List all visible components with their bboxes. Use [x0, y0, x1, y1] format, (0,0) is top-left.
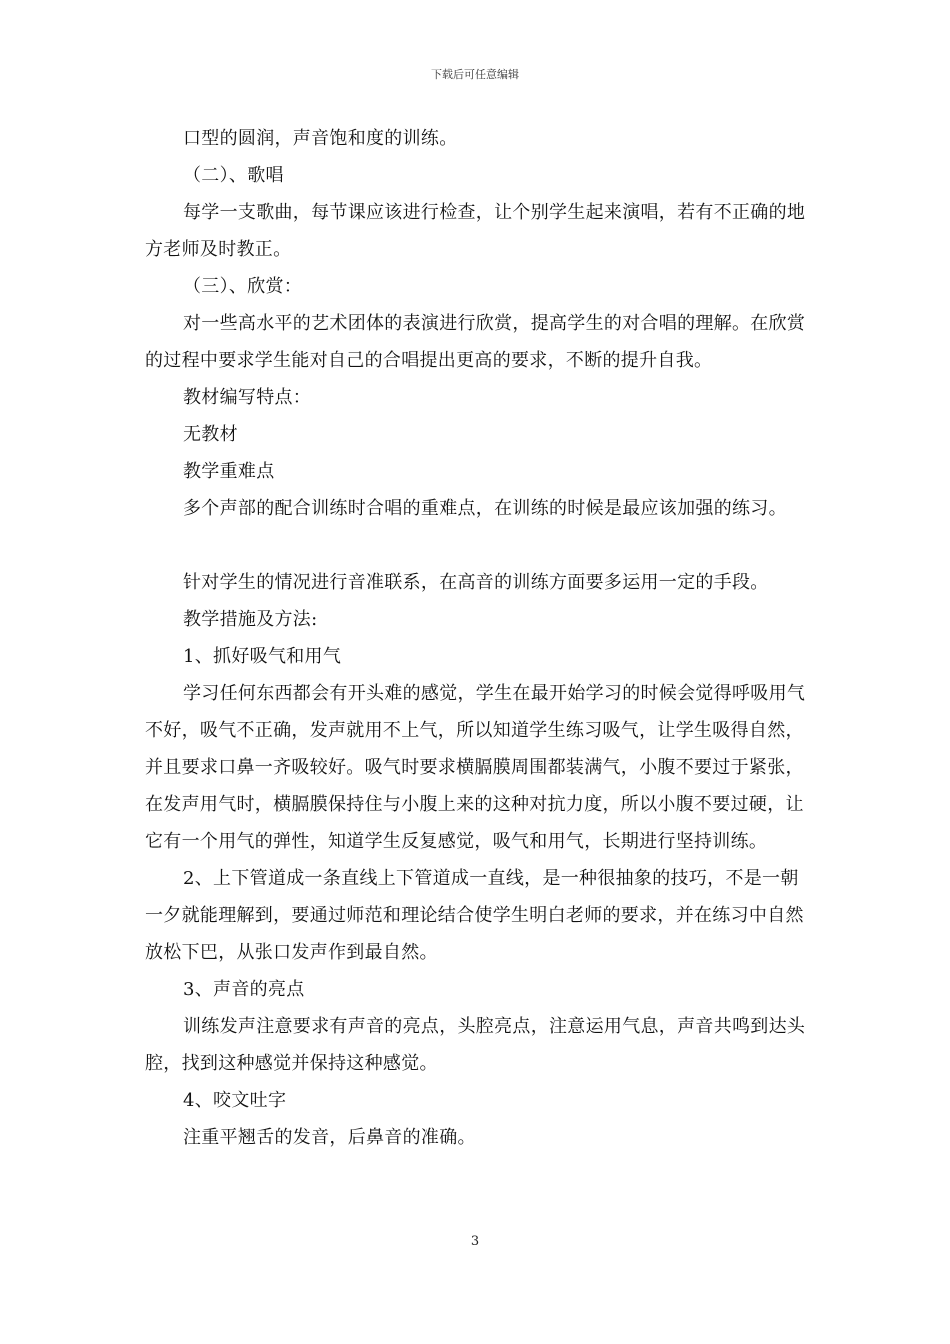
paragraph-key-difficulties: 多个声部的配合训练时合唱的重难点，在训练的时候是最应该加强的练习。 [183, 498, 787, 519]
paragraph-voice-brightness: 训练发声注意要求有声音的亮点，头腔亮点，注意运用气息，声音共鸣到达头腔，找到这种感觉并保持这种感觉。 [145, 1016, 806, 1074]
heading-articulation: 4、咬文吐字 [183, 1090, 287, 1111]
paragraph-intonation: 针对学生的情况进行音准联系，在高音的训练方面要多运用一定的手段。 [183, 572, 769, 593]
paragraph-mouth-shape: 口型的圆润，声音饱和度的训练。 [183, 128, 458, 149]
heading-textbook-features: 教材编写特点： [183, 387, 312, 408]
heading-key-difficulties: 教学重难点 [183, 461, 275, 482]
paragraph-no-textbook: 无教材 [183, 424, 238, 445]
heading-voice-brightness: 3、声音的亮点 [183, 979, 305, 1000]
heading-singing: （二）、歌唱 [183, 165, 284, 186]
blank-line [145, 527, 810, 564]
page-number: 3 [470, 1234, 480, 1249]
heading-measures-methods: 教学措施及方法: [183, 609, 318, 630]
paragraph-breathing: 学习任何东西都会有开头难的感觉，学生在最开始学习的时候会觉得呼吸用气不好，吸气不正确，发声就用不上气，所以知道学生练习吸气，让学生吸得自然，并且要求口鼻一齐吸较好。吸气时要求横膈膜周围都装满气，小腹不要过于紧张，在发声用气时，横膈膜保持住与小腹上来的这种对抗力度，所以小腹不要过硬，让它有一个用气的弹性，知道学生反复感觉，吸气和用气，长期进行坚持训练。 [145, 683, 806, 852]
paragraph-articulation: 注重平翘舌的发音，后鼻音的准确。 [183, 1127, 476, 1148]
paragraph-appreciation: 对一些高水平的艺术团体的表演进行欣赏，提高学生的对合唱的理解。在欣赏的过程中要求学生能对自己的合唱提出更高的要求，不断的提升自我。 [145, 313, 806, 371]
page-header: 下载后可任意编辑 [431, 68, 519, 81]
document-body [145, 120, 810, 1156]
paragraph-vocal-tract: 2、上下管道成一条直线上下管道成一直线，是一种很抽象的技巧，不是一朝一夕就能理解到，要通过师范和理论结合使学生明白老师的要求，并在练习中自然放松下巴，从张口发声作到最自然。 [145, 868, 804, 963]
heading-breathing: 1、抓好吸气和用气 [183, 646, 342, 667]
paragraph-singing: 每学一支歌曲，每节课应该进行检查，让个别学生起来演唱，若有不正确的地方老师及时教正。 [145, 202, 806, 260]
heading-appreciation: （三）、欣赏： [183, 276, 303, 297]
